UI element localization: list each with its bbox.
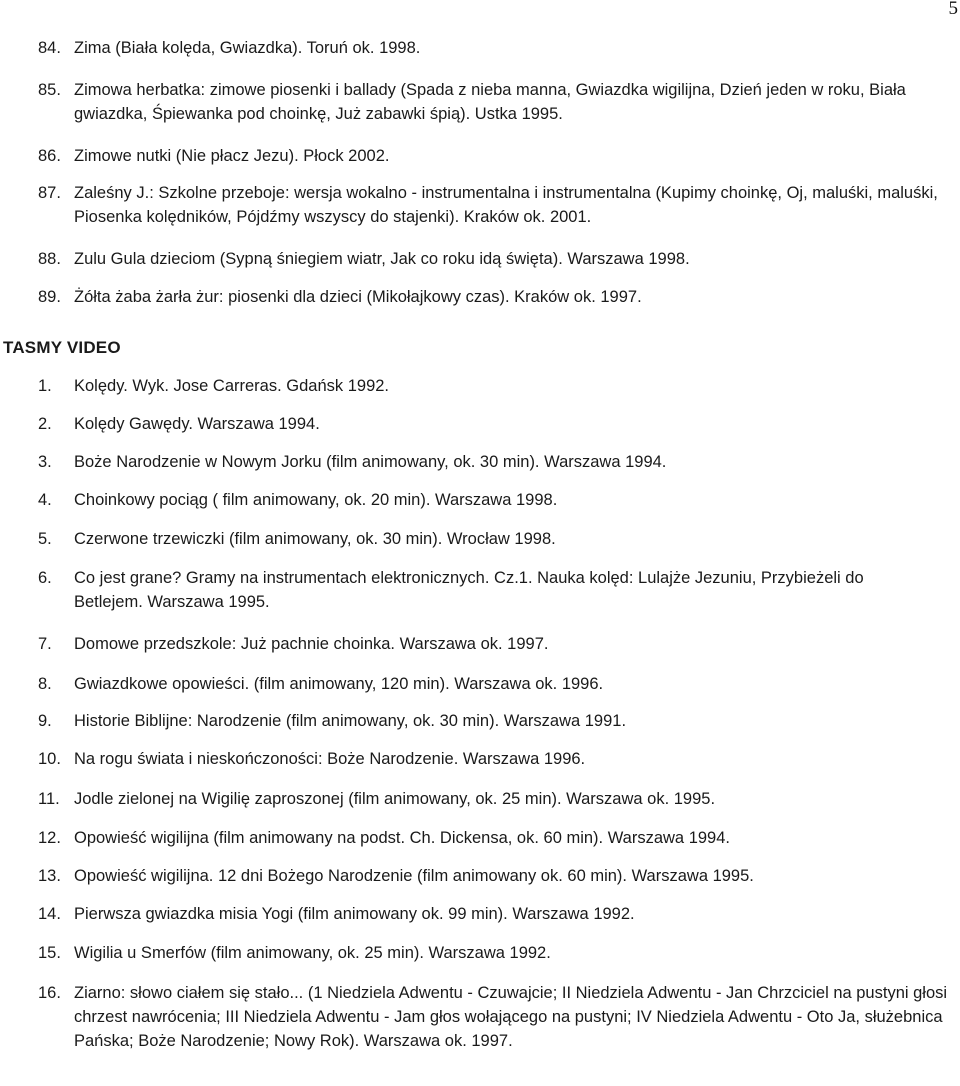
- item-text: Wigilia u Smerfów (film animowany, ok. 25 min). Warszawa 1992.: [74, 944, 551, 962]
- item-number: 6.: [38, 569, 52, 587]
- list-item: [38, 247, 958, 271]
- item-number: 8.: [38, 675, 52, 693]
- list-item: [38, 941, 958, 965]
- item-number: 5.: [38, 530, 52, 548]
- list-item: [38, 36, 958, 60]
- item-number: 12.: [38, 829, 61, 847]
- item-number: 9.: [38, 712, 52, 730]
- item-number: 84.: [38, 39, 61, 57]
- item-number: 4.: [38, 491, 52, 509]
- list-item: [38, 787, 958, 811]
- list-item: [38, 566, 958, 614]
- item-text: Boże Narodzenie w Nowym Jorku (film animowany, ok. 30 min). Warszawa 1994.: [74, 453, 667, 471]
- list-item: [38, 981, 958, 1053]
- list-item: [38, 527, 958, 551]
- item-text: Zulu Gula dzieciom (Sypną śniegiem wiatr, Jak co roku idą święta). Warszawa 1998.: [74, 250, 690, 268]
- item-number: 3.: [38, 453, 52, 471]
- item-text: Pierwsza gwiazdka misia Yogi (film animowany ok. 99 min). Warszawa 1992.: [74, 905, 635, 923]
- list-item: [38, 488, 958, 512]
- list-item: [38, 144, 958, 168]
- item-number: 89.: [38, 288, 61, 306]
- item-number: 87.: [38, 184, 61, 202]
- item-number: 85.: [38, 81, 61, 99]
- item-text: Ziarno: słowo ciałem się stało... (1 Niedziela Adwentu - Czuwajcie; II Niedziela Adwentu - Jan Chrzciciel na pustyni głosi chrzest nawrócenia; III Niedziela Adwentu - Jam głos wołającego na pustyni; IV Niedziela Adwentu - Oto Ja, służebnica Pańska; Boże Narodzenie; Nowy Rok). Warszawa ok. 1997.: [74, 984, 948, 1050]
- item-number: 7.: [38, 635, 52, 653]
- item-text: Zimowa herbatka: zimowe piosenki i ballady (Spada z nieba manna, Gwiazdka wigilijna, Dzień jeden w roku, Biała gwiazdka, Śpiewanka pod choinkę, Już zabawki śpią). Ustka 1995.: [74, 81, 906, 123]
- item-text: Żółta żaba żarła żur: piosenki dla dzieci (Mikołajkowy czas). Kraków ok. 1997.: [74, 288, 642, 306]
- item-number: 16.: [38, 984, 61, 1002]
- section-heading: TASMY VIDEO: [3, 338, 121, 357]
- item-number: 2.: [38, 415, 52, 433]
- page-number: 5: [948, 0, 958, 19]
- item-text: Historie Biblijne: Narodzenie (film animowany, ok. 30 min). Warszawa 1991.: [74, 712, 627, 730]
- item-text: Kolędy Gawędy. Warszawa 1994.: [74, 415, 320, 433]
- item-text: Na rogu świata i nieskończoności: Boże Narodzenie. Warszawa 1996.: [74, 750, 586, 768]
- item-text: Zaleśny J.: Szkolne przeboje: wersja wokalno - instrumentalna i instrumentalna (Kupimy choinkę, Oj, maluśki, maluśki, Piosenka kolędników, Pójdźmy wszyscy do stajenki). Kraków ok. 2001.: [74, 184, 938, 226]
- item-number: 11.: [38, 790, 60, 808]
- list-item: [38, 826, 958, 850]
- item-number: 10.: [38, 750, 61, 768]
- item-text: Jodle zielonej na Wigilię zaproszonej (film animowany, ok. 25 min). Warszawa ok. 1995.: [74, 790, 716, 808]
- item-number: 1.: [38, 377, 52, 395]
- list-item: [38, 747, 958, 771]
- list-item: [38, 632, 958, 656]
- list-item: [38, 902, 958, 926]
- item-text: Zima (Biała kolęda, Gwiazdka). Toruń ok. 1998.: [74, 39, 421, 57]
- item-text: Choinkowy pociąg ( film animowany, ok. 20 min). Warszawa 1998.: [74, 491, 558, 509]
- item-text: Opowieść wigilijna (film animowany na podst. Ch. Dickensa, ok. 60 min). Warszawa 1994.: [74, 829, 730, 847]
- item-text: Zimowe nutki (Nie płacz Jezu). Płock 2002.: [74, 147, 390, 165]
- item-text: Kolędy. Wyk. Jose Carreras. Gdańsk 1992.: [74, 377, 390, 395]
- item-number: 13.: [38, 867, 61, 885]
- item-number: 14.: [38, 905, 61, 923]
- list-item: [38, 864, 958, 888]
- item-number: 86.: [38, 147, 61, 165]
- item-text: Domowe przedszkole: Już pachnie choinka. Warszawa ok. 1997.: [74, 635, 549, 653]
- item-text: Gwiazdkowe opowieści. (film animowany, 120 min). Warszawa ok. 1996.: [74, 675, 604, 693]
- list-item: [38, 285, 958, 309]
- item-text: Czerwone trzewiczki (film animowany, ok. 30 min). Wrocław 1998.: [74, 530, 556, 548]
- list-item: [38, 181, 958, 229]
- list-item: [38, 450, 958, 474]
- list-item: [38, 709, 958, 733]
- list-item: [38, 412, 958, 436]
- item-number: 15.: [38, 944, 61, 962]
- list-item: [38, 374, 958, 398]
- item-number: 88.: [38, 250, 61, 268]
- item-text: Co jest grane? Gramy na instrumentach elektronicznych. Cz.1. Nauka kolęd: Lulajże Jezuniu, Przybieżeli do Betlejem. Warszawa 1995.: [74, 569, 864, 611]
- item-text: Opowieść wigilijna. 12 dni Bożego Narodzenie (film animowany ok. 60 min). Warszawa 1995.: [74, 867, 754, 885]
- list-item: [38, 672, 958, 696]
- list-item: [38, 78, 958, 126]
